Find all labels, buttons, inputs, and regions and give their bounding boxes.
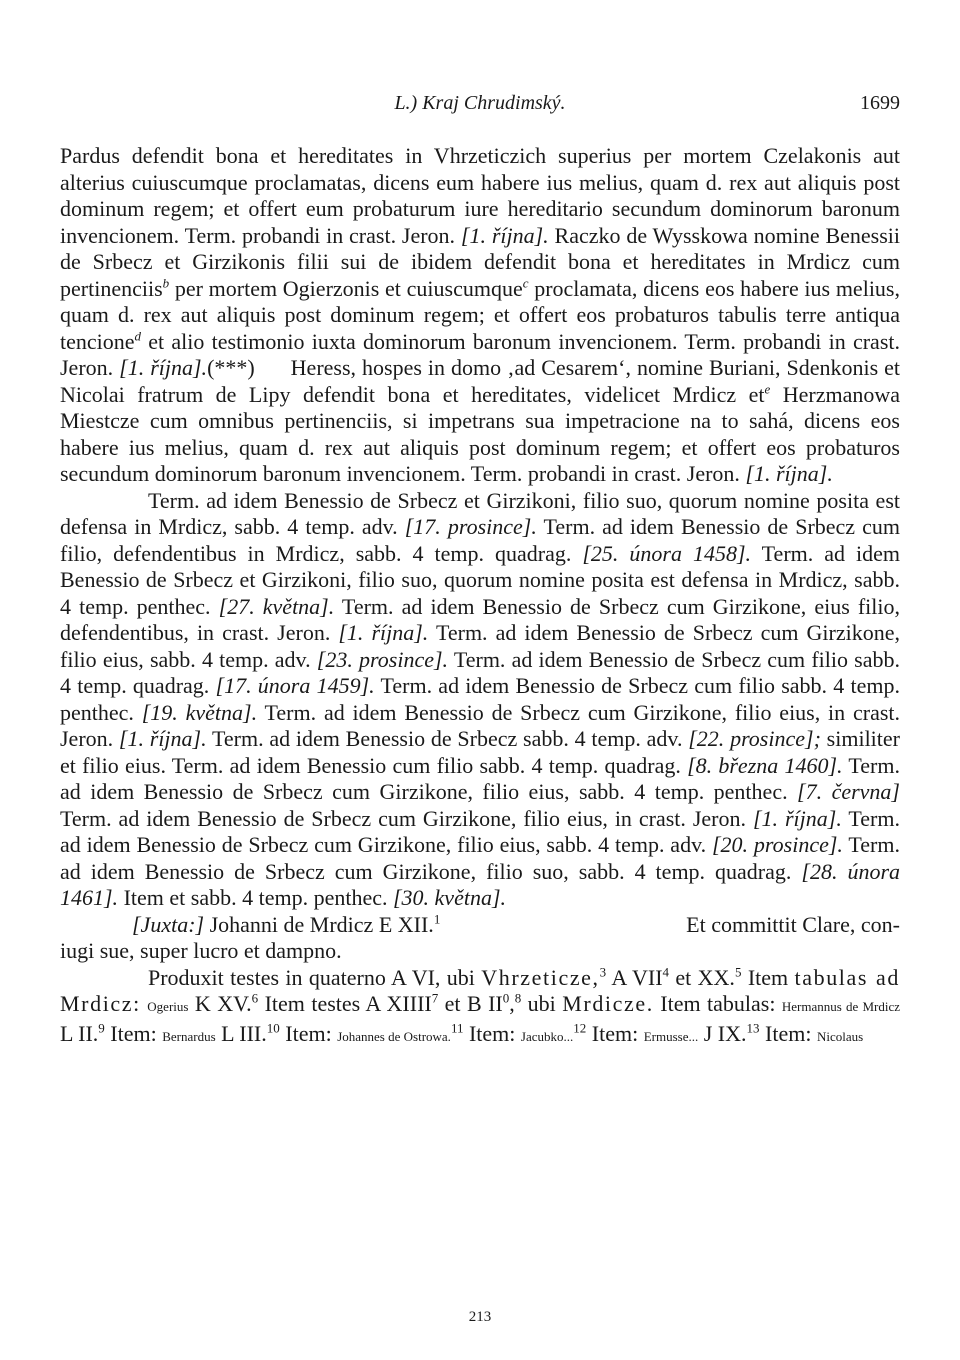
juxta-right-note: Et committit Clare, con- xyxy=(686,911,900,937)
date-bracket: [22. prosince]; xyxy=(688,726,821,751)
date-bracket: [17. prosince]. xyxy=(404,514,537,539)
running-header xyxy=(60,92,900,122)
date-bracket: [1. října]. xyxy=(338,620,429,645)
date-bracket: [23. prosince]. xyxy=(316,646,449,672)
footnote-number: 4 xyxy=(662,964,670,980)
paragraph-terms: Term. ad idem Benessio de Srbecz et Girzikoni, filio suo, quorum nomine posita est defensa in Mrdicz, sabb. 4 temp. adv. [17. prosince]. Term. ad idem Benessio de Srbecz cum filio, defendentibus in Mrdicz, sabb. 4 temp. quadrag. [25. února 1458]. Term. ad idem Benessio de Srbecz et Girzikoni, filio suo, quorum nomine posita est defensa in Mrdicz, sabb. 4 temp. penthec. [27. května]. Term. ad idem Benessio de Srbecz cum Girzikone, eius filio, defendentibus, in crast. Jeron. [1. října]. Term. ad idem Benessio de Srbecz cum Girzikone, filio eius, sabb. 4 temp. adv. [23. prosince]. Term. ad idem Benessio de Srbecz cum filio sabb. 4 temp. quadrag. [17. února 1459]. Term. ad idem Benessio de Srbecz cum filio sabb. 4 temp. penthec. [19. května]. Term. ad idem Benessio de Srbecz cum Girzikone, filio eius, in crast. Jeron. [1. října]. Term. ad idem Benessio de Srbecz sabb. 4 temp. adv. [22. prosince]; similiter et filio eius. Term. ad idem Benessio cum filio sabb. 4 temp. quadrag. [8. března 1460]. Term. ad idem Benessio de Srbecz cum Girzikone, filio eius, sabb. 4 temp. penthec. [7. června] Term. ad idem Benessio de Srbecz cum Girzikone, filio eius, in crast. Jeron. [1. října]. Term. ad idem Benessio de Srbecz cum Girzikone, filio eius, sabb. 4 temp. adv. [20. prosince]. Term. ad idem Benessio de Srbecz cum Girzikone, filio suo, sabb. 4 temp. quadrag. [28. února 1461]. Item et sabb. 4 temp. penthec. [30. května]. xyxy=(60,487,901,910)
folio-number: 213 xyxy=(468,1309,492,1325)
date-bracket: [28. února 1461]. xyxy=(60,858,901,910)
paragraph-juxta: Et committit Clare, con- [Juxta:] Johanni de Mrdicz E XII.$^1$ iugi sue, super lucro et dampno. xyxy=(60,911,900,963)
section-title: L.) Kraj Chrudimský. xyxy=(394,92,566,114)
date-bracket: [17. února 1459]. xyxy=(215,673,375,698)
footnote-mark: b xyxy=(162,275,170,291)
date-bracket: [27. května]. xyxy=(218,593,335,619)
date-bracket: [1. října]. xyxy=(118,726,207,751)
paragraph-defensiones: Pardus defendit bona et hereditates in Vhrzeticzich superius per mortem Czelakonis aut alterius cuiuscumque proclamatas, dicens eum habere ius melius, quam d. rex aut aliquis post dominum regem; et offert eum probaturum iure hereditario secundum dominorum baronum invencionem. Term. probandi in crast. Jeron. [1. října]. Raczko de Wysskowa nomine Benessii de Srbecz et Girzikonis filii sui de ibidem defendit bona et hereditates in Mrdicz cum pertinenciis$^b$ per mortem Ogierzonis et cuiuscumque$^c$ proclamata, dicens eos habere ius melius, quam d. rex aut aliquis post dominum regem; et offert eos probaturos tabulis terre antiqua tencione$^d$ et alio testimonio iuxta dominorum baronum invencionem. Term. probandi in crast. Jeron. [1. října].(***) Heress, hospes in domo ‚ad Cesarem‘, nomine Buriani, Sdenkonis et Nicolai fratrum de Lipy defendit bona et hereditates, videlicet Mrdicz et$^e$ Herzmanowa Miestcze cum omnibus pertinenciis, si impetrans sua impetracione na to sahá, dicens eos habere ius melius, quam d. rex aut aliquis post dominum regem; et offert eos probaturos secundum dominorum baronum invencionem. Term. probandi in crast. Jeron. [1. října]. xyxy=(60,143,906,486)
footnote-mark: e xyxy=(764,381,771,397)
document-body xyxy=(60,143,906,1050)
page-number: 1699 xyxy=(860,92,900,114)
date-bracket: [1. října]. xyxy=(745,461,833,486)
footnote-number: 7 xyxy=(431,990,439,1006)
date-bracket: [1. října]. xyxy=(752,805,842,831)
footnote-number: 12 xyxy=(573,1020,587,1036)
footnote-number: 9 xyxy=(98,1020,105,1036)
footnote-number: 8 xyxy=(514,990,522,1006)
footnote-number: 5 xyxy=(734,964,742,980)
date-bracket: [30. května]. xyxy=(392,885,507,910)
date-bracket: [25. února 1458]. xyxy=(582,540,752,566)
date-bracket: [1. října]. xyxy=(119,355,208,380)
juxta-label: [Juxta:] xyxy=(132,911,205,937)
paragraph-produxit: Produxit testes in quaterno A VI, ubi Vhrzeticze,$^3$ A VII$^4$ et XX.$^5$ Item tabulas ad Mrdicz: Ogerius K XV.$^6$ Item testes A XIIII$^7$ et B $II^0,^8$ ubi Mrdicze. Item tabulas: Hermannus de Mrdicz L II.$^9$ Item: Bernardus L III.$^{10}$ Item: Johannes de Ostrowa.$^{11}$ Item: Jacubko...$^{12}$ Item: Ermusse... J IX.$^{13}$ Item: Nicolaus xyxy=(60,964,900,1046)
date-bracket: [1. října]. xyxy=(460,222,549,248)
date-bracket: [20. prosince]. xyxy=(712,832,843,857)
footnote-number: 10 xyxy=(266,1020,280,1036)
footnote-number: 13 xyxy=(746,1020,760,1036)
footnote-number: 1 xyxy=(433,911,441,927)
footnote-number: 3 xyxy=(599,964,607,980)
footnote-mark: d xyxy=(134,328,142,344)
footnote-mark: c xyxy=(522,275,529,291)
date-bracket: [19. května]. xyxy=(141,699,258,725)
footnote-number: 6 xyxy=(251,990,259,1006)
footnote-number: 11 xyxy=(450,1020,464,1036)
date-bracket: [7. června] xyxy=(797,779,900,804)
date-bracket: [8. března 1460]. xyxy=(687,752,843,778)
